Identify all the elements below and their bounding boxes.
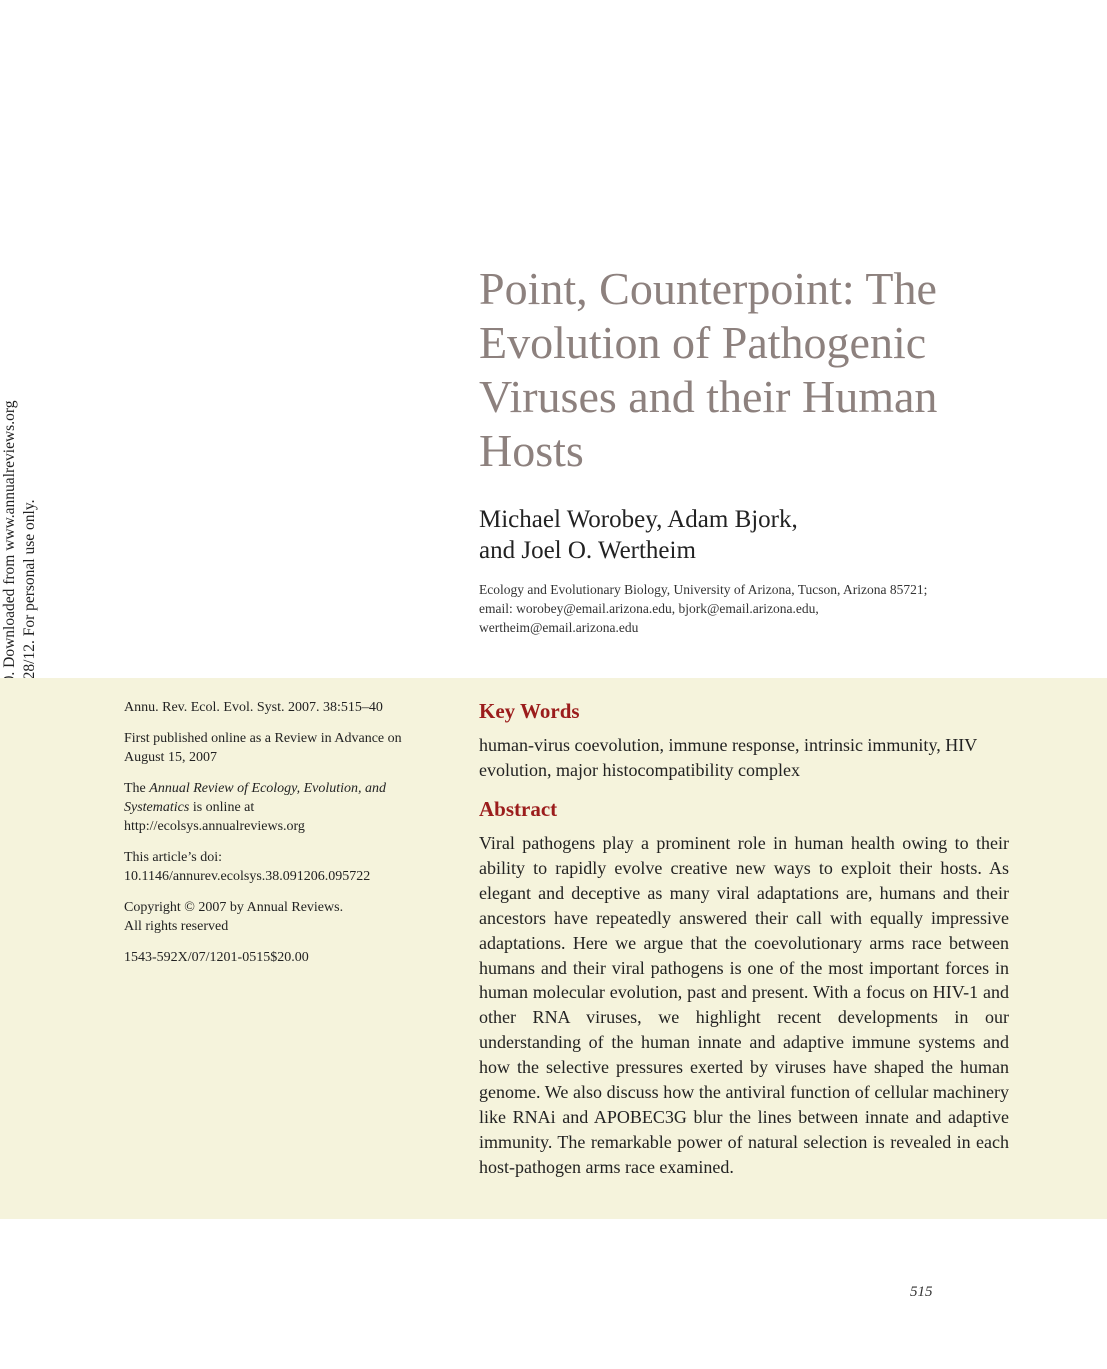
journal-name: Annual Review of Ecology, Evolution, and Systematics xyxy=(124,781,387,815)
doi-info xyxy=(124,848,444,886)
page-number: 515 xyxy=(910,1284,933,1300)
doi-value[interactable]: 10.1146/annurev.ecolsys.38.091206.095722 xyxy=(124,869,371,884)
author-list xyxy=(479,504,999,566)
abstract-heading: Abstract xyxy=(479,797,558,821)
copyright-line2: All rights reserved xyxy=(124,919,229,934)
citation: Annu. Rev. Ecol. Evol. Syst. 2007. 38:515–40 xyxy=(124,700,383,715)
authors-line2: and Joel O. Wertheim xyxy=(479,537,696,564)
journal-suffix: is online at xyxy=(189,800,255,815)
doi-label: This article’s doi: xyxy=(124,850,222,865)
copyright-line1: Copyright © 2007 by Annual Reviews. xyxy=(124,900,344,915)
keywords-heading: Key Words xyxy=(479,699,580,723)
journal-url[interactable]: http://ecolsys.annualreviews.org xyxy=(124,819,305,834)
first-published: First published online as a Review in Advance on August 15, 2007 xyxy=(124,731,402,765)
affiliation-line1: Ecology and Evolutionary Biology, University of Arizona, Tucson, Arizona 85721; xyxy=(479,582,928,597)
abstract-column xyxy=(479,697,1009,1180)
copyright xyxy=(124,898,444,936)
publication-meta xyxy=(124,698,444,979)
journal-info xyxy=(124,779,444,836)
affiliation-line2: email: worobey@email.arizona.edu, bjork@email.arizona.edu, xyxy=(479,601,819,616)
journal-prefix: The xyxy=(124,781,150,796)
article-title: Point, Counterpoint: The Evolution of Pathogenic Viruses and their Human Hosts xyxy=(479,263,938,476)
authors-line1: Michael Worobey, Adam Bjork, xyxy=(479,506,798,533)
abstract-text: Viral pathogens play a prominent role in human health owing to their ability to rapidly evolve creative new ways to exploit their hosts. As elegant and deceptive as many viral adaptations are, humans and their ancestors have repeatedly answered their call with equally impressive adaptations. Here we argue that the coevolutionary arms race between humans and their viral pathogens is one of the most important forces in human molecular evolution, past and present. With a focus on HIV-1 and other RNA viruses, we highlight recent developments in our understanding of the human innate and adaptive immune systems and how the selective pressures exerted by viruses have shaped the human genome. We also discuss how the antiviral function of cellular machinery like RNAi and APOBEC3G blur the lines between innate and adaptive immunity. The remarkable power of natural selection is revealed in each host-pathogen arms race examined. xyxy=(479,833,1009,1177)
issn: 1543-592X/07/1201-0515$20.00 xyxy=(124,950,309,965)
affiliation xyxy=(479,580,1039,637)
keywords-text: human-virus coevolution, immune response, intrinsic immunity, HIV evolution, major histocompatibility complex xyxy=(479,735,977,780)
affiliation-line3: wertheim@email.arizona.edu xyxy=(479,620,639,635)
